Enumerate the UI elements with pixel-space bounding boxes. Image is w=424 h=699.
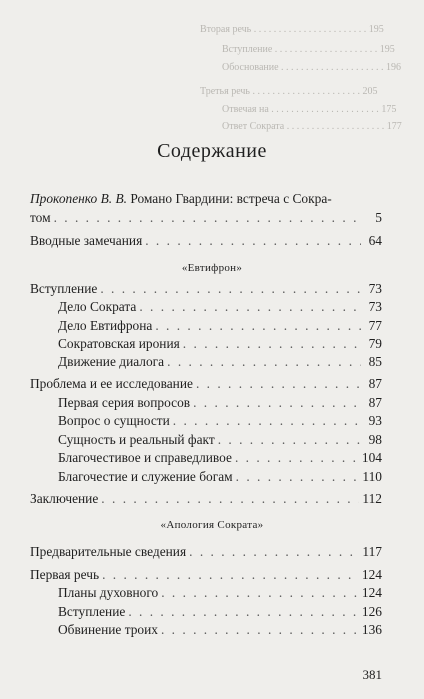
bleed-line: Ответ Сократа . . . . . . . . . . . . . . . . . . . . 177 [222,121,402,132]
toc-page-number: 85 [368,354,382,369]
toc-entry-label: Романо Гвардини: встреча с Сокра- [130,191,332,206]
toc-entry-label: Проблема и ее исследование [30,376,193,391]
toc-entry-label: Планы духовного [58,585,159,600]
toc-page-number: 77 [368,318,382,333]
toc-page-number: 5 [375,210,382,225]
leader-dots [161,622,359,638]
toc-page-number: 126 [361,604,382,619]
toc-entry-label: Дело Евтифрона [58,318,153,333]
toc-page-number: 110 [362,469,382,484]
bleed-line: Отвечая на . . . . . . . . . . . . . . . . . . . . . . 175 [222,104,397,115]
toc-entry-label: Обвинение троих [58,622,158,637]
toc-entry-label: Движение диалога [58,354,165,369]
leader-dots [128,604,359,620]
toc-entry-label: Благочестивое и справедливое [58,450,232,465]
toc-author: Прокопенко В. В. [30,191,127,206]
toc-page-number: 73 [368,281,382,296]
toc-page-number: 64 [368,233,382,248]
toc-subentry[interactable] [58,604,382,620]
section-heading: «Апология Сократа» [160,519,264,531]
toc-entry-label: том [30,210,51,225]
bleed-line: Обоснование . . . . . . . . . . . . . . . . . . . . . 196 [222,62,402,73]
toc-page-number: 73 [368,299,382,314]
bleed-line: Вступление . . . . . . . . . . . . . . . . . . . . . 195 [222,44,395,55]
bleed-line: Вторая речь . . . . . . . . . . . . . . . . . . . . . . . 195 [200,24,384,35]
leader-dots [161,585,359,601]
toc-entry[interactable] [30,567,382,583]
table-of-contents-part-2 [30,0,382,699]
toc-entry-label: Вопрос о сущности [58,413,170,428]
toc-page-number: 87 [368,376,382,391]
toc-entry-label: Вступление [30,281,98,296]
toc-entry-label: Благочестие и служение богам [58,469,233,484]
toc-page-number: 104 [361,450,382,465]
toc-entry-label: Предварительные сведения [30,544,187,559]
toc-entry-label: Заключение [30,491,99,506]
page-title: Содержание [157,140,267,162]
leader-dots [189,544,359,560]
toc-page-number: 93 [368,413,382,428]
toc-page-number: 136 [361,622,382,637]
toc-page-number: 117 [362,544,382,559]
leader-dots [102,567,359,583]
toc-entry-label: Вводные замечания [30,233,143,248]
toc-entry-label: Первая серия вопросов [58,395,191,410]
toc-page-number: 87 [368,395,382,410]
toc-subentry[interactable] [58,622,382,638]
toc-page-number: 124 [361,567,382,582]
toc-entry[interactable] [30,544,382,560]
toc-page-number: 98 [368,432,382,447]
toc-entry-label: Сократовская ирония [58,336,180,351]
section-heading: «Евтифрон» [181,262,243,274]
toc-entry-label: Сущность и реальный факт [58,432,215,447]
toc-page-number: 112 [362,491,382,506]
toc-entry-label: Дело Сократа [58,299,137,314]
bleed-line: Третья речь . . . . . . . . . . . . . . . . . . . . . . 205 [200,86,378,97]
toc-page-number: 124 [361,585,382,600]
toc-entry-label: Вступление [58,604,126,619]
toc-entry-label: Первая речь [30,567,100,582]
toc-page-number: 79 [368,336,382,351]
toc-subentry[interactable] [58,585,382,601]
page-number: 381 [362,667,382,682]
